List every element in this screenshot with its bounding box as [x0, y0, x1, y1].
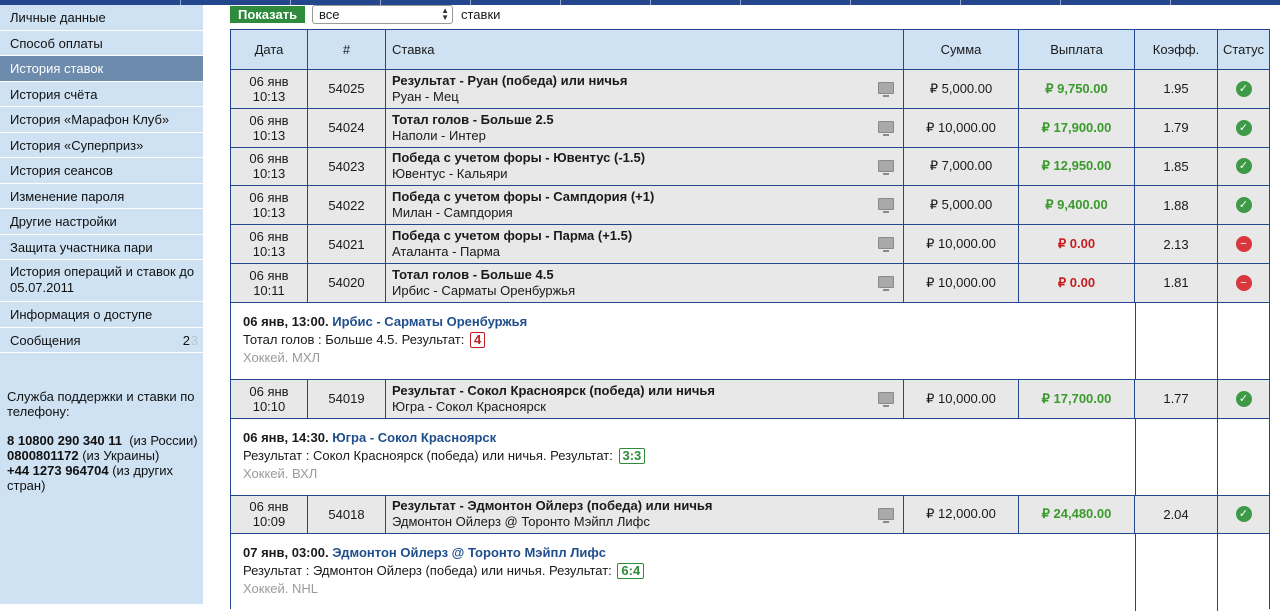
account-sidebar — [0, 5, 203, 604]
bet-sum: ₽ 5,000.00 — [904, 186, 1019, 224]
bet-date: 06 янв 10:13 — [231, 109, 308, 147]
bet-sum: ₽ 10,000.00 — [904, 264, 1019, 302]
sidebar-item-payment-method[interactable]: Способ оплаты — [0, 31, 203, 57]
bet-sum: ₽ 5,000.00 — [904, 70, 1019, 108]
bet-status — [1218, 109, 1269, 147]
bet-line: Тотал голов : Больше 4.5. Результат: — [243, 331, 465, 347]
bet-description: Победа с учетом форы - Ювентус (-1.5) Ювентус - Кальяри — [386, 148, 904, 186]
table-row[interactable] — [231, 70, 1269, 109]
bet-filter — [230, 5, 500, 23]
bet-payout: ₽ 9,400.00 — [1019, 186, 1135, 224]
bet-description: Результат - Эдмонтон Ойлерз (победа) или ничья Эдмонтон Ойлерз @ Торонто Мэйпл Лифс — [386, 496, 904, 534]
sidebar-item-bet-history[interactable]: История ставок — [0, 56, 203, 82]
bet-type-select[interactable] — [312, 5, 453, 24]
lost-icon: − — [1236, 236, 1252, 252]
bet-status — [1218, 70, 1269, 108]
tv-icon[interactable] — [878, 276, 894, 288]
bet-coef: 1.81 — [1135, 264, 1218, 302]
bet-sum: ₽ 7,000.00 — [904, 148, 1019, 186]
bet-coef: 1.77 — [1135, 380, 1218, 418]
bet-payout: ₽ 0.00 — [1019, 225, 1135, 263]
bet-payout: ₽ 12,950.00 — [1019, 148, 1135, 186]
messages-count-secondary: 3 — [190, 332, 198, 348]
event-link[interactable]: Эдмонтон Ойлерз @ Торонто Мэйпл Лифс — [332, 545, 606, 561]
phone-note: (из Украины) — [82, 448, 160, 463]
bet-payout: ₽ 24,480.00 — [1019, 496, 1135, 534]
check-icon: ✓ — [1236, 81, 1252, 97]
tv-icon[interactable] — [878, 160, 894, 172]
bet-detail — [231, 303, 1269, 380]
table-header — [231, 30, 1269, 70]
bet-date: 06 янв 10:13 — [231, 186, 308, 224]
event-datetime: 07 янв, 03:00. — [243, 545, 329, 561]
phone-note: (из России) — [129, 433, 198, 448]
col-status: Статус — [1222, 42, 1265, 57]
bet-description: Победа с учетом форы - Парма (+1.5) Аталанта - Парма — [386, 225, 904, 263]
support-phones — [7, 433, 199, 493]
bet-line: Результат : Сокол Красноярск (победа) или ничья. Результат: — [243, 447, 613, 463]
bet-detail-info — [231, 303, 1135, 379]
bet-detail-info — [231, 419, 1135, 495]
event-link[interactable]: Югра - Сокол Красноярск — [332, 429, 497, 445]
sport-league: Хоккей. МХЛ — [243, 349, 321, 365]
col-sum: Сумма — [904, 30, 1019, 69]
bet-id: 54020 — [308, 264, 386, 302]
select-arrows-icon: ▲ ▼ — [441, 5, 449, 22]
table-row[interactable] — [231, 109, 1269, 148]
sidebar-item-marathon-club[interactable]: История «Марафон Клуб» — [0, 107, 203, 133]
check-icon: ✓ — [1236, 158, 1252, 174]
col-bet: Ставка — [386, 30, 904, 69]
sidebar-item-messages[interactable] — [0, 328, 203, 354]
sport-league: Хоккей. NHL — [243, 581, 318, 597]
bet-detail-info — [231, 534, 1135, 611]
bet-detail — [231, 534, 1269, 611]
sidebar-item-legacy-history[interactable]: История операций и ставок до 05.07.2011 — [0, 260, 203, 302]
support-info — [7, 389, 199, 493]
sidebar-item-account-history[interactable]: История счёта — [0, 82, 203, 108]
tv-icon[interactable] — [878, 121, 894, 133]
bet-status — [1218, 225, 1269, 263]
tv-icon[interactable] — [878, 237, 894, 249]
sport-league: Хоккей. ВХЛ — [243, 465, 318, 481]
tv-icon[interactable] — [878, 82, 894, 94]
phone-number[interactable]: 8 10800 290 340 11 — [7, 433, 122, 448]
event-link[interactable]: Ирбис - Сарматы Оренбуржья — [332, 313, 528, 329]
bet-status — [1218, 380, 1269, 418]
table-row[interactable] — [231, 186, 1269, 225]
sidebar-item-personal-data[interactable]: Личные данные — [0, 5, 203, 31]
table-row[interactable] — [231, 148, 1269, 187]
bet-sum: ₽ 12,000.00 — [904, 496, 1019, 534]
tv-icon[interactable] — [878, 198, 894, 210]
bet-sum: ₽ 10,000.00 — [904, 109, 1019, 147]
bet-status — [1218, 148, 1269, 186]
messages-count: 2 — [182, 332, 190, 348]
sidebar-item-bettor-protection[interactable]: Защита участника пари — [0, 235, 203, 261]
bet-description: Тотал голов - Больше 2.5 Наполи - Интер — [386, 109, 904, 147]
table-row[interactable] — [231, 264, 1269, 303]
sidebar-item-sessions[interactable]: История сеансов — [0, 158, 203, 184]
bet-sum: ₽ 10,000.00 — [904, 380, 1019, 418]
bet-sum: ₽ 10,000.00 — [904, 225, 1019, 263]
check-icon: ✓ — [1236, 391, 1252, 407]
bet-date: 06 янв 10:09 — [231, 496, 308, 534]
check-icon: ✓ — [1236, 120, 1252, 136]
bet-coef: 1.79 — [1135, 109, 1218, 147]
bet-id: 54023 — [308, 148, 386, 186]
sidebar-item-superprize[interactable]: История «Суперприз» — [0, 133, 203, 159]
tv-icon[interactable] — [878, 508, 894, 520]
tv-icon[interactable] — [878, 392, 894, 404]
bet-payout: ₽ 0.00 — [1019, 264, 1135, 302]
bet-id: 54022 — [308, 186, 386, 224]
bet-payout: ₽ 9,750.00 — [1019, 70, 1135, 108]
result-badge: 6:4 — [617, 563, 644, 579]
bet-payout: ₽ 17,900.00 — [1019, 109, 1135, 147]
bet-detail — [231, 419, 1269, 496]
bet-id: 54024 — [308, 109, 386, 147]
bet-status — [1218, 264, 1269, 302]
bet-date: 06 янв 10:13 — [231, 148, 308, 186]
table-row[interactable] — [231, 380, 1269, 419]
bet-coef: 1.95 — [1135, 70, 1218, 108]
bet-description: Результат - Сокол Красноярск (победа) или ничья Югра - Сокол Красноярск — [386, 380, 904, 418]
select-value: все — [319, 6, 340, 22]
bet-id: 54018 — [308, 496, 386, 534]
sidebar-item-access-info[interactable]: Информация о доступе — [0, 302, 203, 328]
bet-id: 54019 — [308, 380, 386, 418]
support-title: Служба поддержки и ставки по телефону: — [7, 389, 195, 419]
bet-coef: 2.13 — [1135, 225, 1218, 263]
table-row[interactable] — [231, 496, 1269, 535]
check-icon: ✓ — [1236, 506, 1252, 522]
bet-description: Победа с учетом форы - Сампдория (+1) Милан - Сампдория — [386, 186, 904, 224]
bet-date: 06 янв 10:10 — [231, 380, 308, 418]
bet-description: Результат - Руан (победа) или ничья Руан - Мец — [386, 70, 904, 108]
result-badge: 4 — [470, 332, 485, 348]
bet-history-main — [203, 5, 1280, 604]
result-badge: 3:3 — [619, 448, 646, 464]
bet-line: Результат : Эдмонтон Ойлерз (победа) или ничья. Результат: — [243, 563, 612, 579]
bet-date: 06 янв 10:11 — [231, 264, 308, 302]
sidebar-item-label: Сообщения — [10, 332, 81, 348]
col-date: Дата — [231, 30, 308, 69]
event-datetime: 06 янв, 14:30. — [243, 429, 329, 445]
event-datetime: 06 янв, 13:00. — [243, 313, 329, 329]
bets-table — [230, 29, 1270, 609]
col-coef: Коэфф. — [1135, 30, 1218, 69]
show-button[interactable]: Показать — [230, 6, 305, 23]
col-payout: Выплата — [1019, 30, 1135, 69]
bet-id: 54025 — [308, 70, 386, 108]
table-row[interactable] — [231, 225, 1269, 264]
bet-coef: 1.85 — [1135, 148, 1218, 186]
phone-number[interactable]: +44 1273 964704 — [7, 463, 109, 478]
filter-suffix-label: ставки — [461, 6, 501, 22]
phone-note: (из других стран) — [7, 463, 174, 493]
phone-number[interactable]: 0800801172 — [7, 448, 79, 463]
bet-date: 06 янв 10:13 — [231, 70, 308, 108]
bet-description: Тотал голов - Больше 4.5 Ирбис - Сарматы Оренбуржья — [386, 264, 904, 302]
bet-status — [1218, 496, 1269, 534]
sidebar-item-other-settings[interactable]: Другие настройки — [0, 209, 203, 235]
bet-id: 54021 — [308, 225, 386, 263]
check-icon: ✓ — [1236, 197, 1252, 213]
lost-icon: − — [1236, 275, 1252, 291]
sidebar-item-change-password[interactable]: Изменение пароля — [0, 184, 203, 210]
bet-coef: 2.04 — [1135, 496, 1218, 534]
bet-payout: ₽ 17,700.00 — [1019, 380, 1135, 418]
bet-date: 06 янв 10:13 — [231, 225, 308, 263]
bet-status — [1218, 186, 1269, 224]
col-id: # — [308, 30, 386, 69]
bet-coef: 1.88 — [1135, 186, 1218, 224]
